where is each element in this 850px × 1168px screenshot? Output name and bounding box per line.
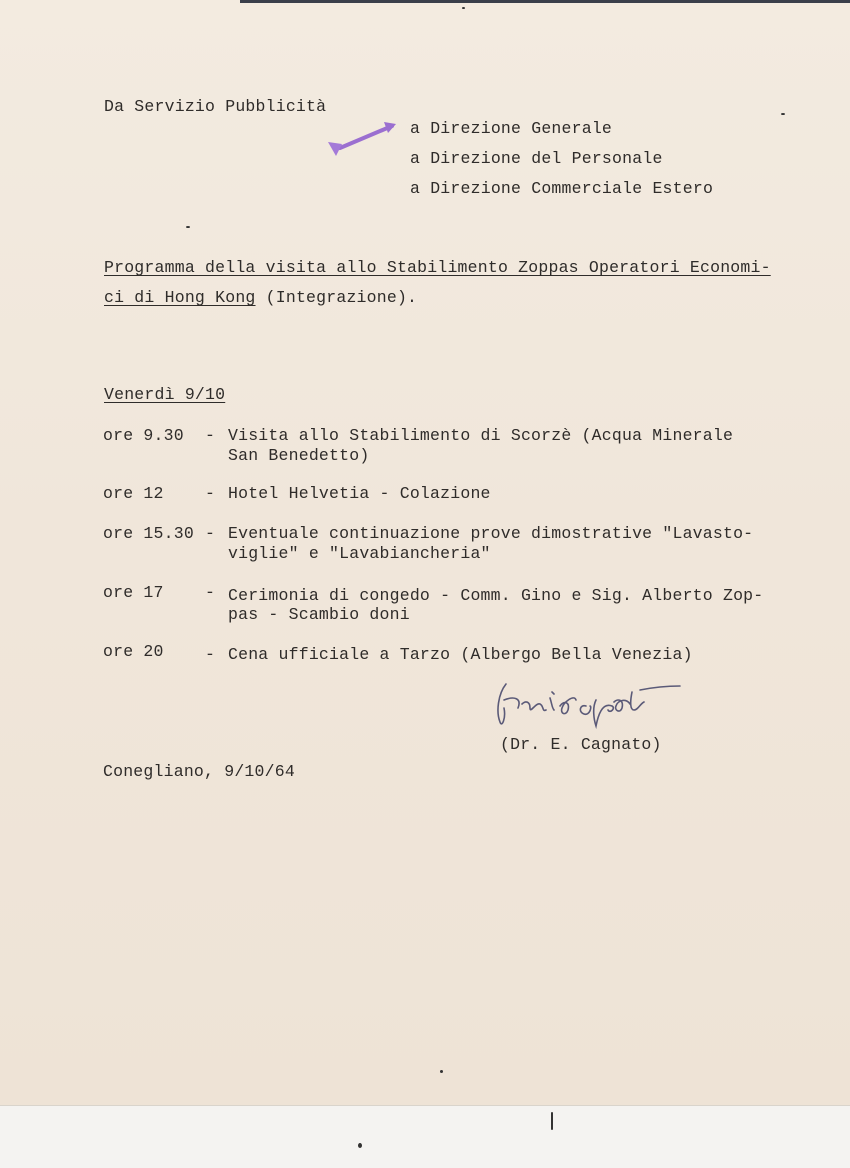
- schedule-time: ore 20: [103, 642, 164, 661]
- sender-line: Da Servizio Pubblicità: [104, 97, 327, 116]
- subject-rest: (Integrazione).: [255, 288, 418, 307]
- scan-speck: [781, 113, 785, 115]
- recipient-direzione-commerciale: a Direzione Commerciale Estero: [410, 179, 714, 198]
- schedule-time: ore 17: [103, 583, 164, 602]
- place-date: Conegliano, 9/10/64: [103, 762, 295, 781]
- schedule-dash: -: [205, 484, 216, 503]
- scan-speck: [551, 1112, 553, 1130]
- purple-arrow-icon: [322, 116, 402, 162]
- schedule-dash: -: [205, 524, 216, 543]
- schedule-dash: -: [205, 583, 216, 602]
- scan-top-edge: [240, 0, 850, 3]
- schedule-time: ore 15.30: [103, 524, 194, 543]
- schedule-dash: -: [205, 426, 216, 445]
- signatory-name: (Dr. E. Cagnato): [500, 735, 662, 754]
- recipient-direzione-generale: a Direzione Generale: [410, 119, 613, 138]
- schedule-text: pas - Scambio doni: [228, 605, 410, 624]
- scan-bottom-strip: [0, 1105, 850, 1168]
- schedule-time: ore 9.30: [103, 426, 184, 445]
- handwritten-signature: [492, 678, 692, 738]
- day-heading: Venerdì 9/10: [104, 385, 226, 404]
- schedule-text: Eventuale continuazione prove dimostrative "Lavasto-: [228, 524, 754, 543]
- scan-speck: [186, 226, 190, 228]
- scan-speck: [440, 1070, 443, 1073]
- schedule-text: Hotel Helvetia - Colazione: [228, 484, 491, 503]
- schedule-text: San Benedetto): [228, 446, 370, 465]
- subject-line-1: Programma della visita allo Stabilimento Zoppas Operatori Economi-: [104, 258, 771, 277]
- schedule-text: Visita allo Stabilimento di Scorzè (Acqua Minerale: [228, 426, 734, 445]
- schedule-text: Cena ufficiale a Tarzo (Albergo Bella Venezia): [228, 645, 693, 664]
- subject-line-2: [104, 288, 417, 308]
- scan-speck: [462, 7, 465, 9]
- schedule-text: viglie" e "Lavabiancheria": [228, 544, 491, 563]
- schedule-time: ore 12: [103, 484, 164, 503]
- scan-speck: [358, 1143, 362, 1148]
- schedule-text: Cerimonia di congedo - Comm. Gino e Sig. Alberto Zop-: [228, 586, 764, 605]
- subject-underlined: ci di Hong Kong: [104, 288, 256, 307]
- schedule-dash: -: [205, 645, 216, 664]
- recipient-direzione-personale: a Direzione del Personale: [410, 149, 663, 168]
